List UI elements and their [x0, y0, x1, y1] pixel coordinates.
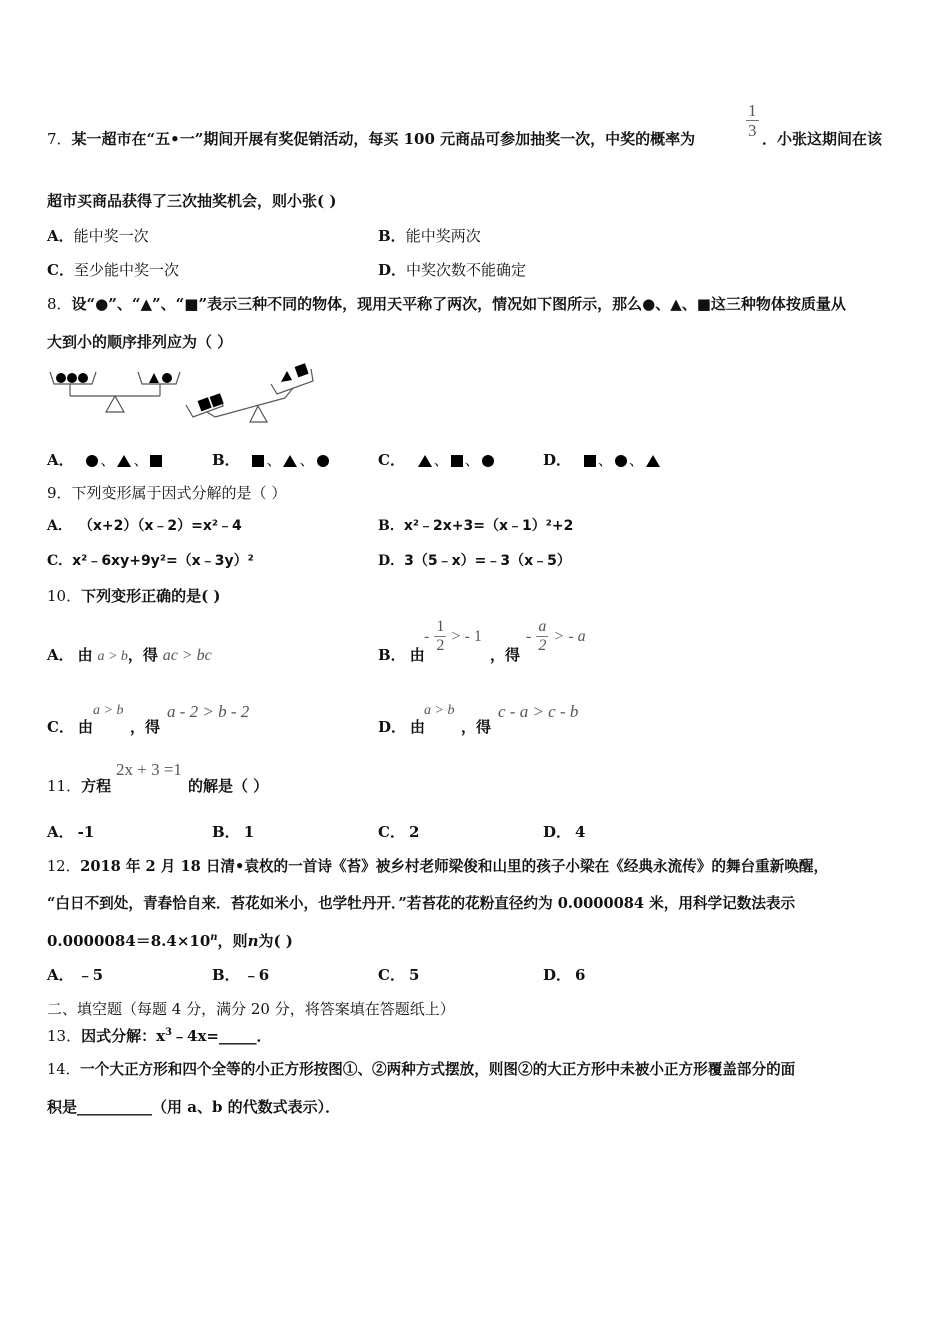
q13-post: ﹣4x=_____． — [172, 1027, 272, 1045]
de-word: ，得 — [127, 646, 158, 664]
q7-frac-den: 3 — [748, 121, 757, 140]
option-text: x²﹣6xy+9y²=（x﹣3y）² — [72, 553, 254, 569]
circle-weight-icon — [56, 373, 66, 383]
you-word: 由 — [77, 646, 93, 664]
circle-icon — [615, 455, 627, 467]
q12-text: 2018 年 2 月 18 日清•袁枚的一首诗《苔》被乡村老师梁俊和山里的孩子小梁在《经典永流传》的舞台重新唤醒， — [80, 858, 829, 875]
triangle-icon — [646, 455, 660, 467]
q11-option-a[interactable] — [47, 821, 94, 842]
q10-option-b-letter[interactable] — [378, 644, 425, 665]
q13-number: 13． — [47, 1027, 82, 1045]
option-text: ﹣6 — [243, 966, 270, 984]
option-text: 能中奖一次 — [73, 227, 149, 245]
res-rest: > - a — [553, 628, 586, 645]
option-letter: D． — [378, 553, 405, 569]
q12-line2: “白日不到处，青春恰自来．苔花如米小，也学牡丹开．”若苔花的花粉直径约为 0.0000084 米，用科学记数法表示 — [47, 895, 796, 912]
q14-line1 — [47, 1058, 795, 1079]
q9-option-b[interactable] — [378, 515, 573, 535]
q10-c-result: a - 2 > b - 2 — [167, 702, 250, 721]
q7-option-d[interactable] — [378, 259, 526, 280]
you-word: 由 — [410, 718, 426, 736]
q10-c-de: ，得 — [130, 718, 161, 736]
option-letter: D． — [543, 823, 572, 841]
q7-frac-num: 1 — [748, 101, 757, 120]
q11-number: 11． — [47, 777, 82, 795]
you-word: 由 — [409, 646, 425, 664]
option-text: 能中奖两次 — [405, 227, 481, 245]
res-den: 2 — [538, 637, 547, 654]
q7-line1 — [47, 128, 695, 149]
separator: 、 — [266, 451, 282, 469]
q12-option-d[interactable] — [543, 964, 585, 985]
option-text: 2 — [408, 823, 420, 841]
option-letter: A． — [47, 646, 74, 664]
q10-option-a[interactable] — [47, 644, 212, 665]
option-letter: B． — [212, 451, 240, 469]
condition: a > b — [97, 649, 128, 664]
cond-rest: > - 1 — [451, 628, 482, 645]
option-letter: C． — [47, 718, 74, 736]
q13 — [47, 1025, 271, 1046]
q12-option-b[interactable] — [212, 964, 269, 985]
q10-stem — [47, 585, 221, 606]
section-heading: 二、填空题（每题 4 分，满分 20 分，将答案填在答题纸上） — [47, 1000, 455, 1018]
q7-option-a[interactable] — [47, 225, 149, 246]
you-word: 由 — [77, 718, 93, 736]
option-text: （x+2）（x﹣2）=x²﹣4 — [85, 518, 242, 534]
q8-number: 8． — [47, 295, 72, 313]
q14-number: 14． — [47, 1061, 81, 1078]
q9-number: 9． — [47, 484, 72, 502]
res-num: a — [538, 618, 547, 635]
q8-option-a[interactable] — [47, 449, 162, 470]
q11-option-b[interactable] — [212, 821, 254, 842]
option-letter: C． — [378, 451, 405, 469]
separator: 、 — [133, 451, 149, 469]
separator: 、 — [433, 451, 449, 469]
option-letter: D． — [378, 718, 407, 736]
option-letter: B． — [378, 646, 406, 664]
option-text: 4 — [575, 823, 586, 841]
q10-b-de: ，得 — [490, 646, 521, 664]
q14-line2: 积是__________（用 a、b 的代数式表示）． — [47, 1098, 341, 1116]
q13-exp: 3 — [165, 1027, 173, 1038]
q11-stem-start — [47, 775, 111, 796]
square-weight-icon — [198, 397, 212, 411]
q12-line3 — [47, 930, 293, 951]
separator: 、 — [628, 451, 644, 469]
q12-ask: 为( ) — [258, 932, 293, 950]
option-letter: D． — [543, 451, 572, 469]
q10-d-result: c - a > c - b — [498, 702, 579, 721]
option-letter: D． — [543, 966, 572, 984]
option-letter: A． — [47, 823, 74, 841]
square-icon — [584, 455, 596, 467]
circle-icon — [482, 455, 494, 467]
q8-option-d[interactable] — [543, 449, 660, 470]
q7-line2: 超市买商品获得了三次抽奖机会，则小张( ) — [47, 192, 337, 210]
q12-then: ，则 — [217, 932, 248, 950]
square-icon — [451, 455, 463, 467]
triangle-icon — [283, 455, 297, 467]
separator: 、 — [597, 451, 613, 469]
q9-option-a[interactable] — [47, 515, 242, 535]
separator: 、 — [100, 451, 116, 469]
q7-option-c[interactable] — [47, 259, 179, 280]
option-letter: A． — [47, 227, 74, 245]
circle-weight-icon — [162, 373, 172, 383]
q10-c-condition: a > b — [93, 703, 124, 718]
q12-var: n — [247, 932, 259, 950]
option-letter: A． — [47, 518, 72, 534]
option-letter: D． — [378, 261, 407, 279]
option-text: 至少能中奖一次 — [73, 261, 179, 279]
q11-option-c[interactable] — [378, 821, 419, 842]
q11-option-d[interactable] — [543, 821, 585, 842]
option-text: -1 — [77, 823, 95, 841]
separator: 、 — [299, 451, 315, 469]
option-text: 中奖次数不能确定 — [406, 261, 527, 279]
option-text: 1 — [243, 823, 255, 841]
q10-number: 10． — [47, 587, 82, 605]
cond-minus: - — [424, 628, 430, 645]
q10-b-result — [526, 619, 586, 654]
q7-text-before: 某一超市在“五•一”期间开展有奖促销活动，每买 100 元商品可参加抽奖一次，中奖的概率为 — [71, 130, 696, 148]
option-letter: B． — [378, 227, 406, 245]
q12-option-a[interactable] — [47, 964, 103, 985]
result: ac > bc — [162, 647, 212, 664]
square-weight-icon — [295, 363, 309, 377]
q7-fraction — [746, 102, 759, 139]
option-text: x²﹣2x+3=（x﹣1）²+2 — [403, 518, 574, 534]
q8-option-b[interactable] — [212, 449, 329, 470]
q11-post: 的解是（ ） — [188, 777, 269, 795]
q12-expr: 0.0000084＝8.4×10 — [47, 932, 211, 950]
triangle-weight-icon — [281, 371, 292, 382]
square-weight-icon — [210, 393, 224, 407]
q10-b-condition — [424, 619, 482, 654]
option-letter: C． — [47, 553, 73, 569]
q9-option-d[interactable] — [378, 550, 571, 570]
circle-icon — [317, 455, 329, 467]
option-letter: C． — [47, 261, 74, 279]
triangle-icon — [117, 455, 131, 467]
triangle-weight-icon — [149, 373, 159, 383]
q12-exponent: n — [210, 932, 218, 943]
separator: 、 — [464, 451, 480, 469]
q11-equation: 2x + 3 =1 — [116, 760, 182, 779]
option-text: 5 — [408, 966, 420, 984]
q10-option-d[interactable] — [378, 716, 425, 737]
q8-text: 设“●”、“▲”、“■”表示三种不同的物体，现用天平称了两次，情况如下图所示，那么●、▲、■这三种物体按质量从 — [71, 295, 846, 313]
option-letter: A． — [47, 451, 74, 469]
q12-option-c[interactable] — [378, 964, 419, 985]
option-text: 6 — [575, 966, 586, 984]
balance-tilted — [186, 369, 313, 422]
q10-text: 下列变形正确的是( ) — [81, 587, 221, 605]
q7-number: 7． — [47, 130, 72, 148]
q9-text: 下列变形属于因式分解的是（ ） — [71, 484, 287, 502]
option-letter: B． — [212, 823, 240, 841]
q7-option-b[interactable] — [378, 225, 481, 246]
q8-line1 — [47, 293, 846, 314]
q10-option-c[interactable] — [47, 716, 93, 737]
q8-line2: 大到小的顺序排列应为（ ） — [47, 333, 233, 351]
res-minus: - — [526, 628, 532, 645]
circle-icon — [86, 455, 98, 467]
square-icon — [150, 455, 162, 467]
option-letter: B． — [212, 966, 240, 984]
q8-option-c[interactable] — [378, 449, 494, 470]
q7-text-after: ．小张这期间在该 — [762, 130, 883, 148]
q9-option-c[interactable] — [47, 550, 254, 570]
triangle-icon — [418, 455, 432, 467]
square-icon — [252, 455, 264, 467]
cond-den: 2 — [436, 637, 445, 654]
cond-num: 1 — [436, 618, 445, 635]
q9-stem — [47, 482, 286, 503]
option-letter: C． — [378, 823, 405, 841]
balance-figure — [45, 362, 335, 428]
q10-d-de: ，得 — [461, 718, 492, 736]
option-letter: C． — [378, 966, 405, 984]
option-letter: B． — [378, 518, 404, 534]
option-text: 3（5﹣x）=﹣3（x﹣5） — [404, 553, 571, 569]
q14-text: 一个大正方形和四个全等的小正方形按图①、②两种方式摆放，则图②的大正方形中未被小正方形覆盖部分的面 — [80, 1061, 796, 1078]
q10-d-condition: a > b — [424, 703, 455, 718]
q11-pre: 方程 — [81, 777, 112, 795]
circle-weight-icon — [78, 373, 88, 383]
option-text: ﹣5 — [77, 966, 104, 984]
q12-line1 — [47, 855, 828, 876]
circle-weight-icon — [67, 373, 77, 383]
q12-number: 12． — [47, 858, 81, 875]
option-letter: A． — [47, 966, 74, 984]
q13-pre: 因式分解：x — [81, 1027, 166, 1045]
